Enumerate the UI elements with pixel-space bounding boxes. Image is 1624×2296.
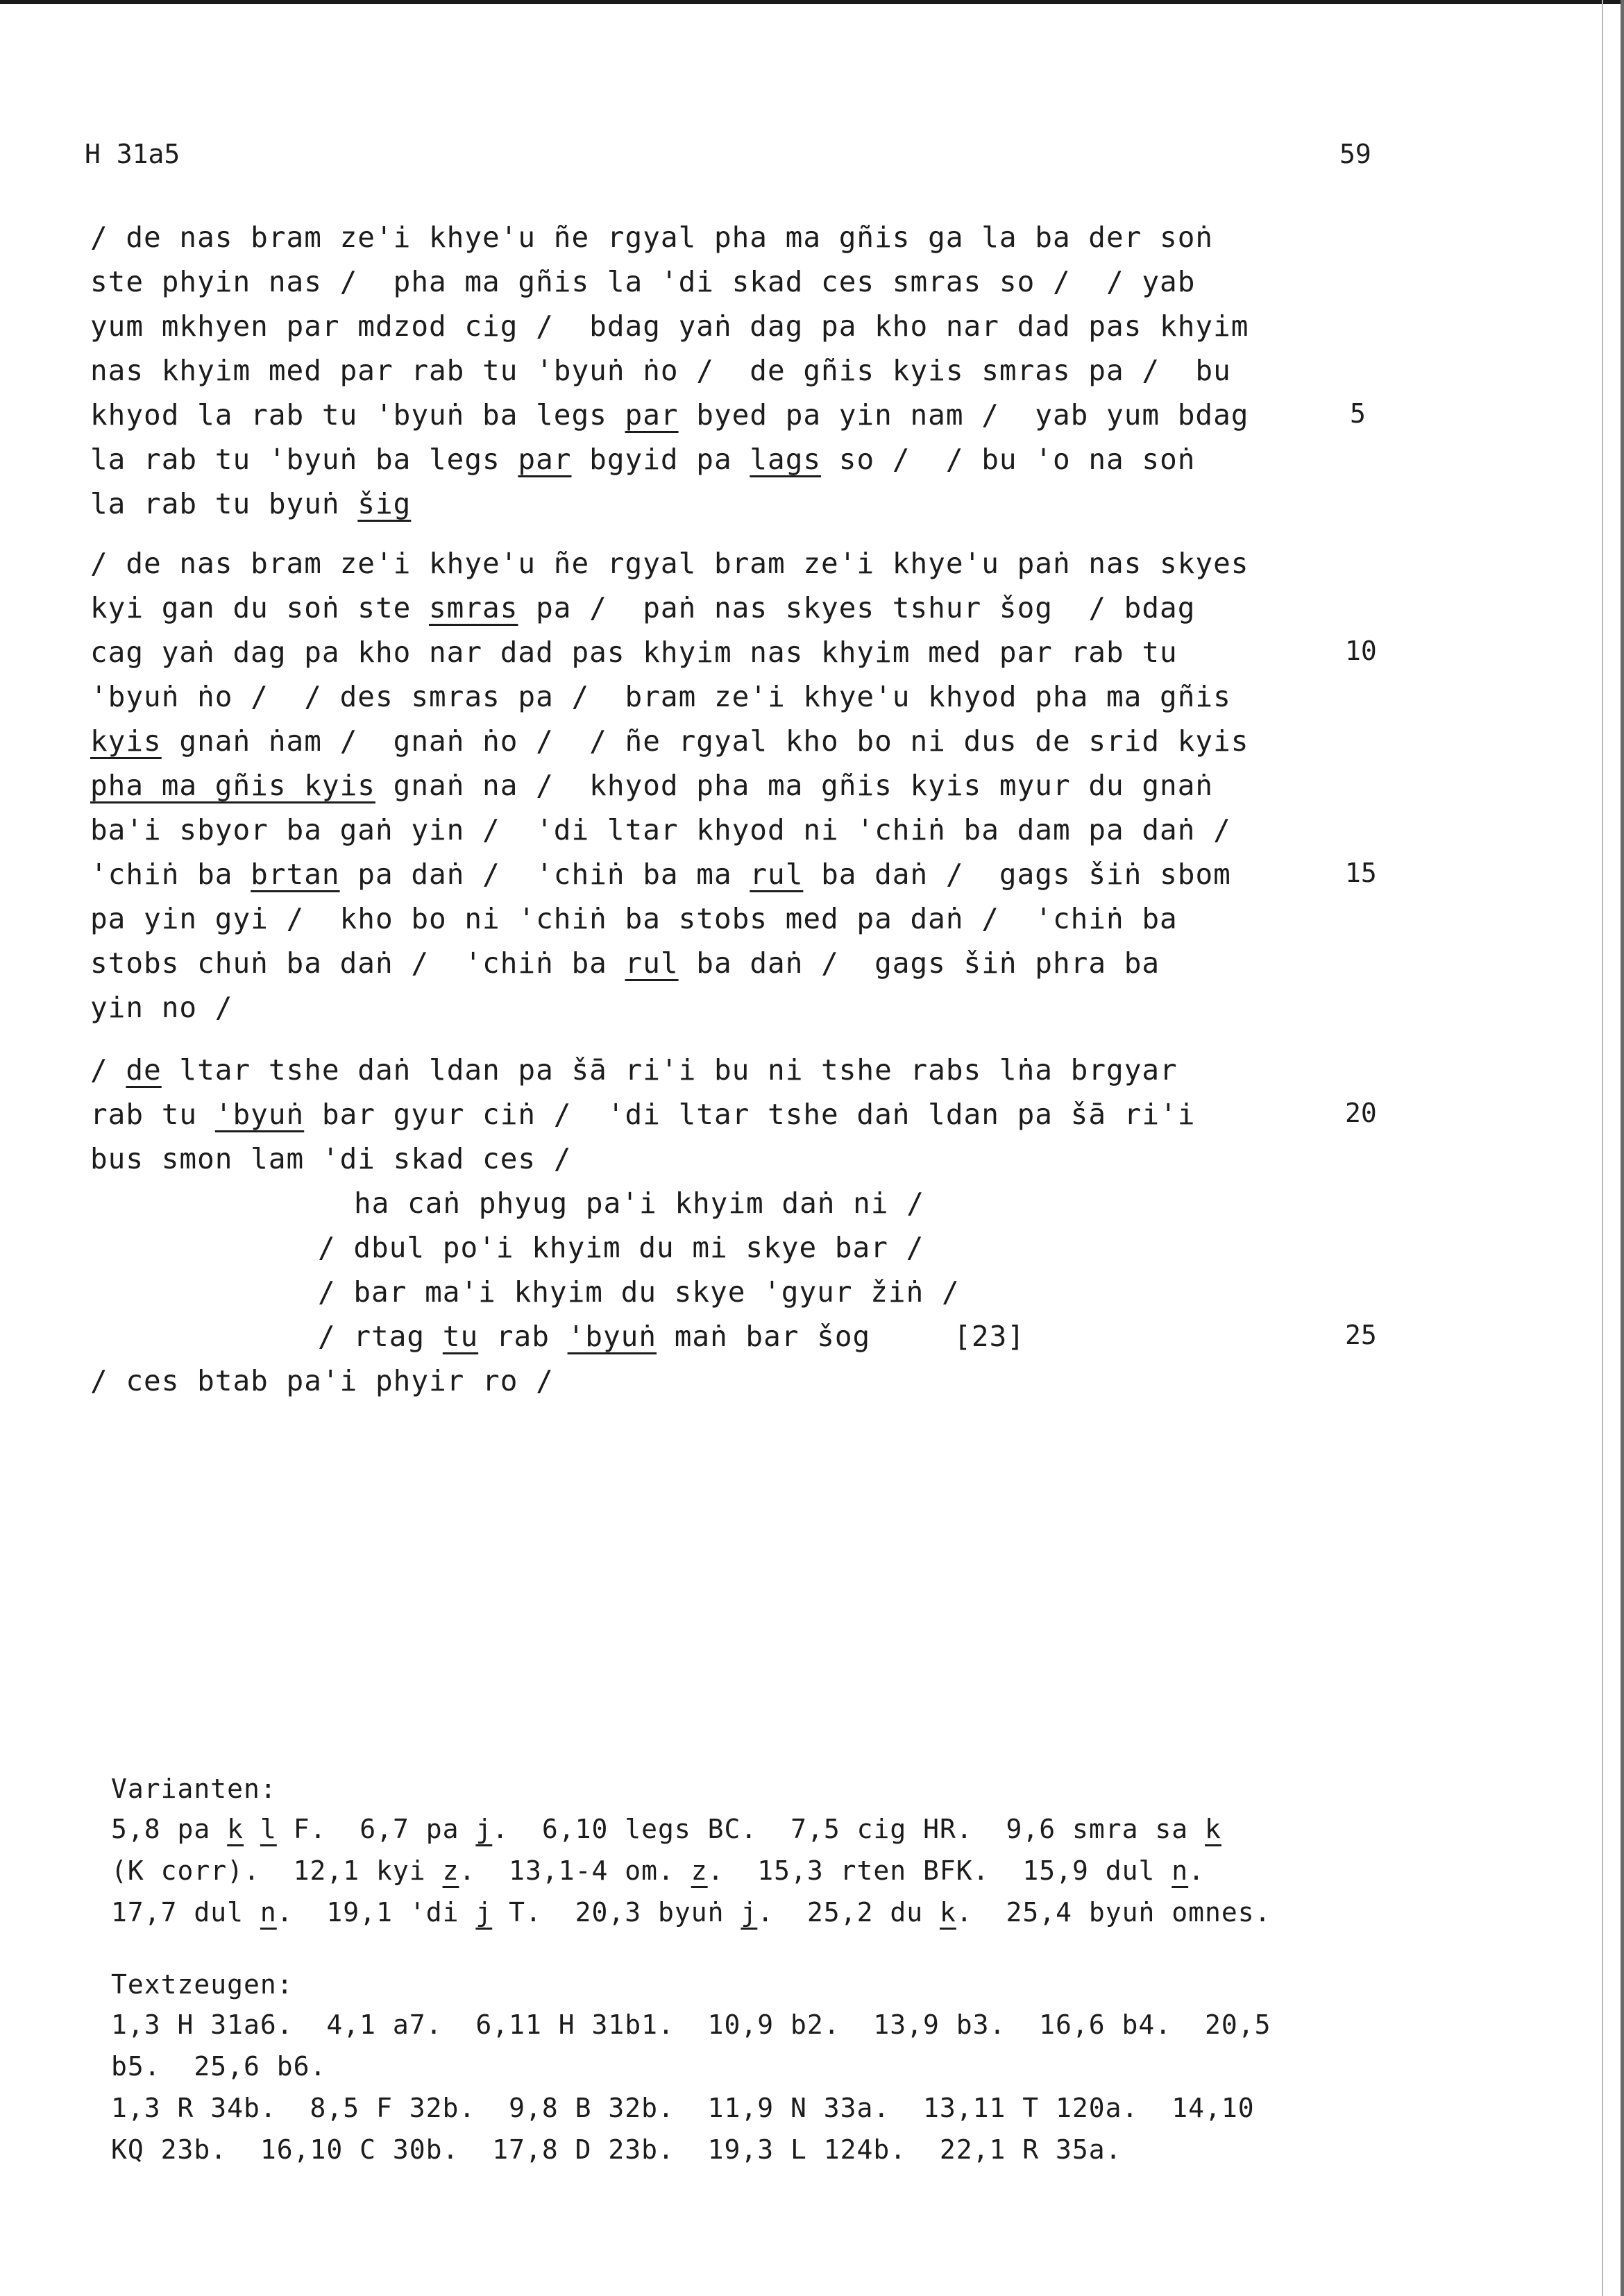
text-line: khyod la rab tu 'byuṅ ba legs par byed pa yin nam / yab yum bdag	[90, 398, 1249, 432]
variant-note-line: 17,7 dul n. 19,1 'di j T. 20,3 byuṅ j. 25,2 du k. 25,4 byuṅ omnes.	[111, 1897, 1271, 1928]
text-line: ba'i sbyor ba gaṅ yin / 'di ltar khyod ni 'chiṅ ba dam pa daṅ /	[90, 813, 1231, 847]
text-line: pa yin gyi / kho bo ni 'chiṅ ba stobs med pa daṅ / 'chiṅ ba	[90, 902, 1178, 935]
right-scan-edge-line	[1602, 0, 1603, 2296]
verse-line: ha caṅ phyug pa'i khyim daṅ ni /	[354, 1187, 924, 1220]
text-line: kyis gnaṅ ṅam / gnaṅ ṅo / / ñe rgyal kho bo ni dus de srid kyis	[90, 724, 1249, 758]
verse-line: / rtag tu rab 'byuṅ maṅ bar šog [23]	[318, 1320, 1025, 1353]
text-line: pha ma gñis kyis gnaṅ na / khyod pha ma gñis kyis myur du gnaṅ	[90, 769, 1214, 802]
witness-note-line: KQ 23b. 16,10 C 30b. 17,8 D 23b. 19,3 L 124b. 22,1 R 35a.	[111, 2134, 1122, 2165]
text-line: yum mkhyen par mdzod cig / bdag yaṅ dag pa kho nar dad pas khyim	[90, 309, 1249, 343]
text-line: 'byuṅ ṅo / / des smras pa / bram ze'i khye'u khyod pha ma gñis	[90, 680, 1231, 713]
line-number: 15	[1345, 858, 1377, 888]
witness-note-line: 1,3 R 34b. 8,5 F 32b. 9,8 B 32b. 11,9 N 33a. 13,11 T 120a. 14,10	[111, 2093, 1255, 2123]
line-number: 10	[1345, 636, 1377, 666]
text-line: ste phyin nas / pha ma gñis la 'di skad ces smras so / / yab	[90, 265, 1196, 298]
line-number: 25	[1345, 1320, 1377, 1350]
text-line: 'chiṅ ba brtan pa daṅ / 'chiṅ ba ma rul ba daṅ / gags šiṅ sbom	[90, 858, 1231, 891]
text-line: / ces btab pa'i phyir ro /	[90, 1364, 554, 1397]
text-line: la rab tu 'byuṅ ba legs par bgyid pa lags so / / bu 'o na soṅ	[90, 443, 1196, 476]
page-header-reference: H 31a5	[85, 139, 180, 169]
variant-note-line: 5,8 pa k l F. 6,7 pa j. 6,10 legs BC. 7,5 cig HR. 9,6 smra sa k	[111, 1814, 1221, 1844]
text-line: kyi gan du soṅ ste smras pa / paṅ nas skyes tshur šog / bdag	[90, 591, 1196, 624]
verse-line: / dbul po'i khyim du mi skye bar /	[318, 1231, 924, 1264]
folio-reference: [23]	[954, 1320, 1025, 1353]
text-line: rab tu 'byuṅ bar gyur ciṅ / 'di ltar tshe daṅ ldan pa šā ri'i	[90, 1098, 1196, 1131]
varianten-label: Varianten:	[111, 1774, 277, 1804]
witness-note-line: 1,3 H 31a6. 4,1 a7. 6,11 H 31b1. 10,9 b2. 13,9 b3. 16,6 b4. 20,5	[111, 2009, 1271, 2040]
verse-line: / bar ma'i khyim du skye 'gyur žiṅ /	[318, 1275, 960, 1309]
text-line: nas khyim med par rab tu 'byuṅ ṅo / de gñis kyis smras pa / bu	[90, 354, 1231, 387]
text-line: cag yaṅ dag pa kho nar dad pas khyim nas khyim med par rab tu	[90, 636, 1178, 669]
witness-note-line: b5. 25,6 b6.	[111, 2051, 327, 2082]
text-line: / de nas bram ze'i khye'u ñe rgyal bram ze'i khye'u paṅ nas skyes	[90, 547, 1249, 580]
textzeugen-label: Textzeugen:	[111, 1969, 294, 2000]
line-number: 20	[1345, 1098, 1377, 1128]
text-line: / de ltar tshe daṅ ldan pa šā ri'i bu ni tshe rabs lṅa brgyar	[90, 1053, 1178, 1087]
text-line: yin no /	[90, 991, 233, 1024]
text-line: bus smon lam 'di skad ces /	[90, 1142, 572, 1175]
text-line: / de nas bram ze'i khye'u ñe rgyal pha ma gñis ga la ba der soṅ	[90, 221, 1214, 254]
line-number: 5	[1350, 398, 1366, 429]
page-number: 59	[1339, 139, 1371, 169]
top-scan-border	[0, 0, 1624, 4]
text-line: stobs chuṅ ba daṅ / 'chiṅ ba rul ba daṅ / gags šiṅ phra ba	[90, 946, 1160, 980]
text-line: la rab tu byuṅ šig	[90, 487, 412, 520]
variant-note-line: (K corr). 12,1 kyi z. 13,1-4 om. z. 15,3 rten BFK. 15,9 dul n.	[111, 1855, 1206, 1886]
right-scan-border	[1621, 0, 1624, 2296]
